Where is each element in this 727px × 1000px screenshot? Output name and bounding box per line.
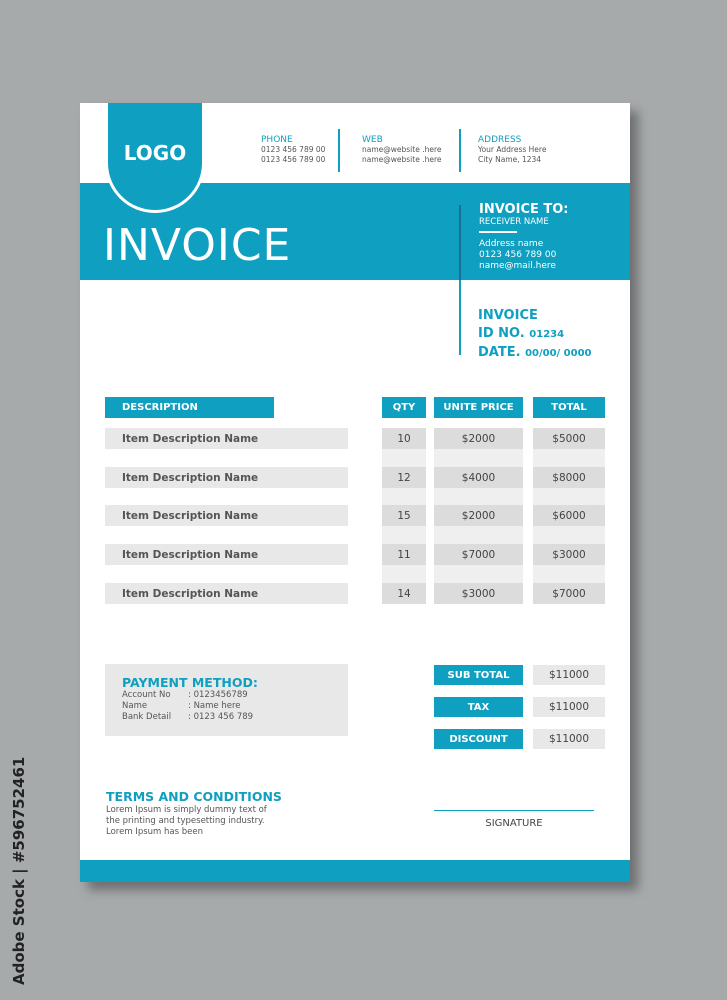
phone-label: PHONE [261, 135, 293, 145]
item-qty: 10 [382, 428, 426, 449]
payment-key: Bank Detail [122, 712, 172, 722]
receiver-address: Address name [479, 239, 544, 249]
item-unit-price: $4000 [434, 467, 523, 488]
item-total: $3000 [533, 544, 605, 565]
payment-method [105, 664, 348, 736]
item-description: Item Description Name [105, 428, 348, 449]
terms-line: Lorem Ipsum has been [106, 827, 203, 837]
web-block [362, 135, 442, 165]
invoice-to [479, 202, 569, 272]
web-1: name@website .here [362, 145, 442, 154]
totals-value: $11000 [533, 665, 605, 685]
header-description: DESCRIPTION [105, 397, 274, 418]
item-unit-price: $2000 [434, 428, 523, 449]
payment-value: : Name here [188, 701, 241, 711]
item-description: Item Description Name [105, 467, 348, 488]
terms-line: Lorem Ipsum is simply dummy text of [106, 805, 267, 815]
payment-title: PAYMENT METHOD: [122, 675, 258, 690]
totals-label: TAX [434, 697, 523, 717]
address-block [478, 135, 546, 165]
terms-title: TERMS AND CONDITIONS [106, 789, 282, 804]
payment-value: : 0123456789 [188, 690, 248, 700]
receiver-name: RECEIVER NAME [479, 217, 549, 227]
signature-line [434, 810, 594, 811]
invoice-to-label: INVOICE TO: [479, 202, 569, 217]
stock-credit: Adobe Stock | #596752461 [10, 756, 28, 985]
header-qty: QTY [382, 397, 426, 418]
terms-line: the printing and typesetting industry. [106, 816, 265, 826]
item-qty: 11 [382, 544, 426, 565]
id-label: ID NO. [478, 326, 525, 341]
payment-key: Name [122, 701, 148, 711]
header-total: TOTAL [533, 397, 605, 418]
address-1: Your Address Here [478, 145, 547, 154]
header-price: UNITE PRICE [434, 397, 523, 418]
footer-band [80, 860, 630, 882]
payment-line [122, 690, 348, 701]
divider [459, 129, 461, 172]
item-unit-price: $2000 [434, 505, 523, 526]
payment-line [122, 712, 348, 723]
payment-line [122, 701, 348, 712]
divider [338, 129, 340, 172]
terms [106, 789, 282, 838]
receiver-email: name@mail.here [479, 261, 556, 271]
receiver-phone: 0123 456 789 00 [479, 250, 557, 260]
web-2: name@website .here [362, 155, 442, 164]
item-total: $5000 [533, 428, 605, 449]
item-unit-price: $3000 [434, 583, 523, 604]
payment-key: Account No [122, 690, 171, 700]
logo: LOGO [105, 103, 205, 213]
item-total: $8000 [533, 467, 605, 488]
item-unit-price: $7000 [434, 544, 523, 565]
id-value: 01234 [529, 329, 565, 340]
date-value: 00/00/ 0000 [525, 348, 592, 359]
totals-value: $11000 [533, 697, 605, 717]
divider [459, 205, 461, 280]
date-label: DATE. [478, 345, 521, 360]
item-description: Item Description Name [105, 505, 348, 526]
item-qty: 14 [382, 583, 426, 604]
web-label: WEB [362, 135, 383, 145]
item-total: $7000 [533, 583, 605, 604]
invoice-meta [478, 307, 592, 363]
signature-label: SIGNATURE [485, 818, 543, 829]
totals-label: SUB TOTAL [434, 665, 523, 685]
underline [479, 231, 517, 233]
totals-value: $11000 [533, 729, 605, 749]
invoice-title: INVOICE [103, 220, 292, 271]
item-qty: 15 [382, 505, 426, 526]
item-qty: 12 [382, 467, 426, 488]
phone-1: 0123 456 789 00 [261, 145, 326, 154]
invoice-label: INVOICE [478, 308, 538, 323]
address-2: City Name, 1234 [478, 155, 542, 164]
phone-2: 0123 456 789 00 [261, 155, 326, 164]
item-total: $6000 [533, 505, 605, 526]
totals-label: DISCOUNT [434, 729, 523, 749]
item-description: Item Description Name [105, 544, 348, 565]
payment-value: : 0123 456 789 [188, 712, 254, 722]
address-label: ADDRESS [478, 135, 522, 145]
item-description: Item Description Name [105, 583, 348, 604]
divider [459, 280, 461, 355]
phone-block [261, 135, 325, 165]
